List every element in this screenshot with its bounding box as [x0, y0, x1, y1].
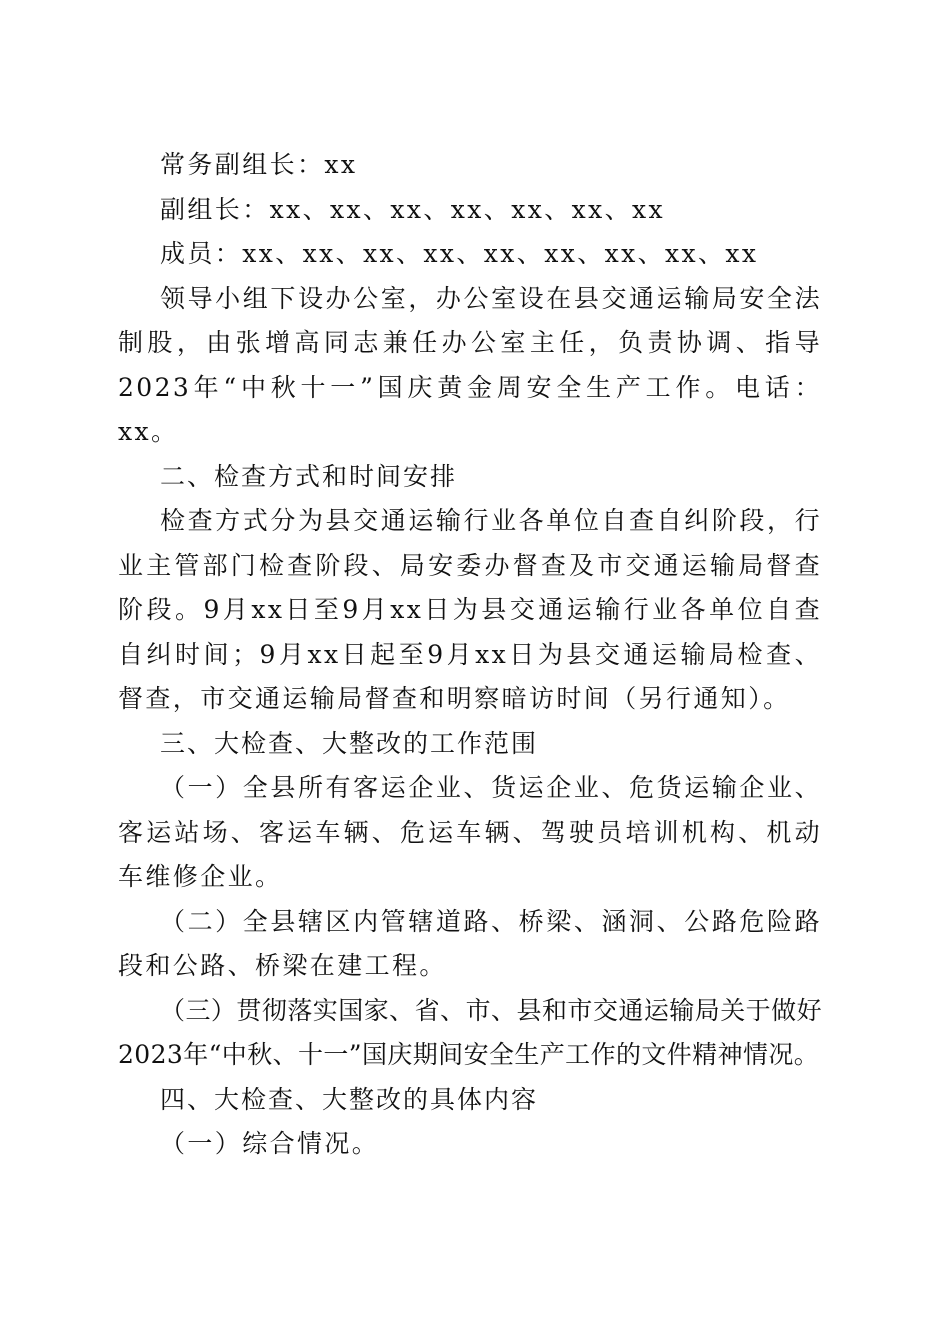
members-line: 成员：xx、xx、xx、xx、xx、xx、xx、xx、xx: [160, 239, 759, 268]
section-heading-specific-content: 四、大检查、大整改的具体内容: [160, 1084, 539, 1114]
office-paragraph: 领导小组下设办公室，办公室设在县交通运输局安全法制股，由张增高同志兼任办公室主任，负责协调、指导2023年“中秋十一”国庆黄金周安全生产工作。电话：xx。: [118, 283, 822, 446]
scope-item-1: （一）全县所有客运企业、货运企业、危货运输企业、客运站场、客运车辆、危运车辆、驾驶员培训机构、机动车维修企业。: [118, 773, 822, 891]
scope-item-2: （二）全县辖区内管辖道路、桥梁、涵洞、公路危险路段和公路、桥梁在建工程。: [118, 906, 822, 980]
content-item-1: （一）综合情况。: [160, 1129, 380, 1158]
vice-leaders-line: 副组长：xx、xx、xx、xx、xx、xx、xx: [160, 194, 665, 224]
deputy-leader-line: 常务副组长：xx: [160, 150, 358, 179]
section-heading-inspection-method: 二、检查方式和时间安排: [160, 461, 458, 491]
inspection-method-paragraph: 检查方式分为县交通运输行业各单位自查自纠阶段，行业主管部门检查阶段、局安委办督查及市交通运输局督查阶段。9月xx日至9月xx日为县交通运输行业各单位自查自纠时间；9月xx日起至9月xx日为县交通运输局检查、督查，市交通运输局督查和明察暗访时间（另行通知）。: [118, 506, 822, 713]
section-heading-work-scope: 三、大检查、大整改的工作范围: [160, 728, 539, 758]
scope-item-3: （三）贯彻落实国家、省、市、县和市交通运输局关于做好2023年“中秋、十一”国庆期间安全生产工作的文件精神情况。: [118, 995, 822, 1069]
